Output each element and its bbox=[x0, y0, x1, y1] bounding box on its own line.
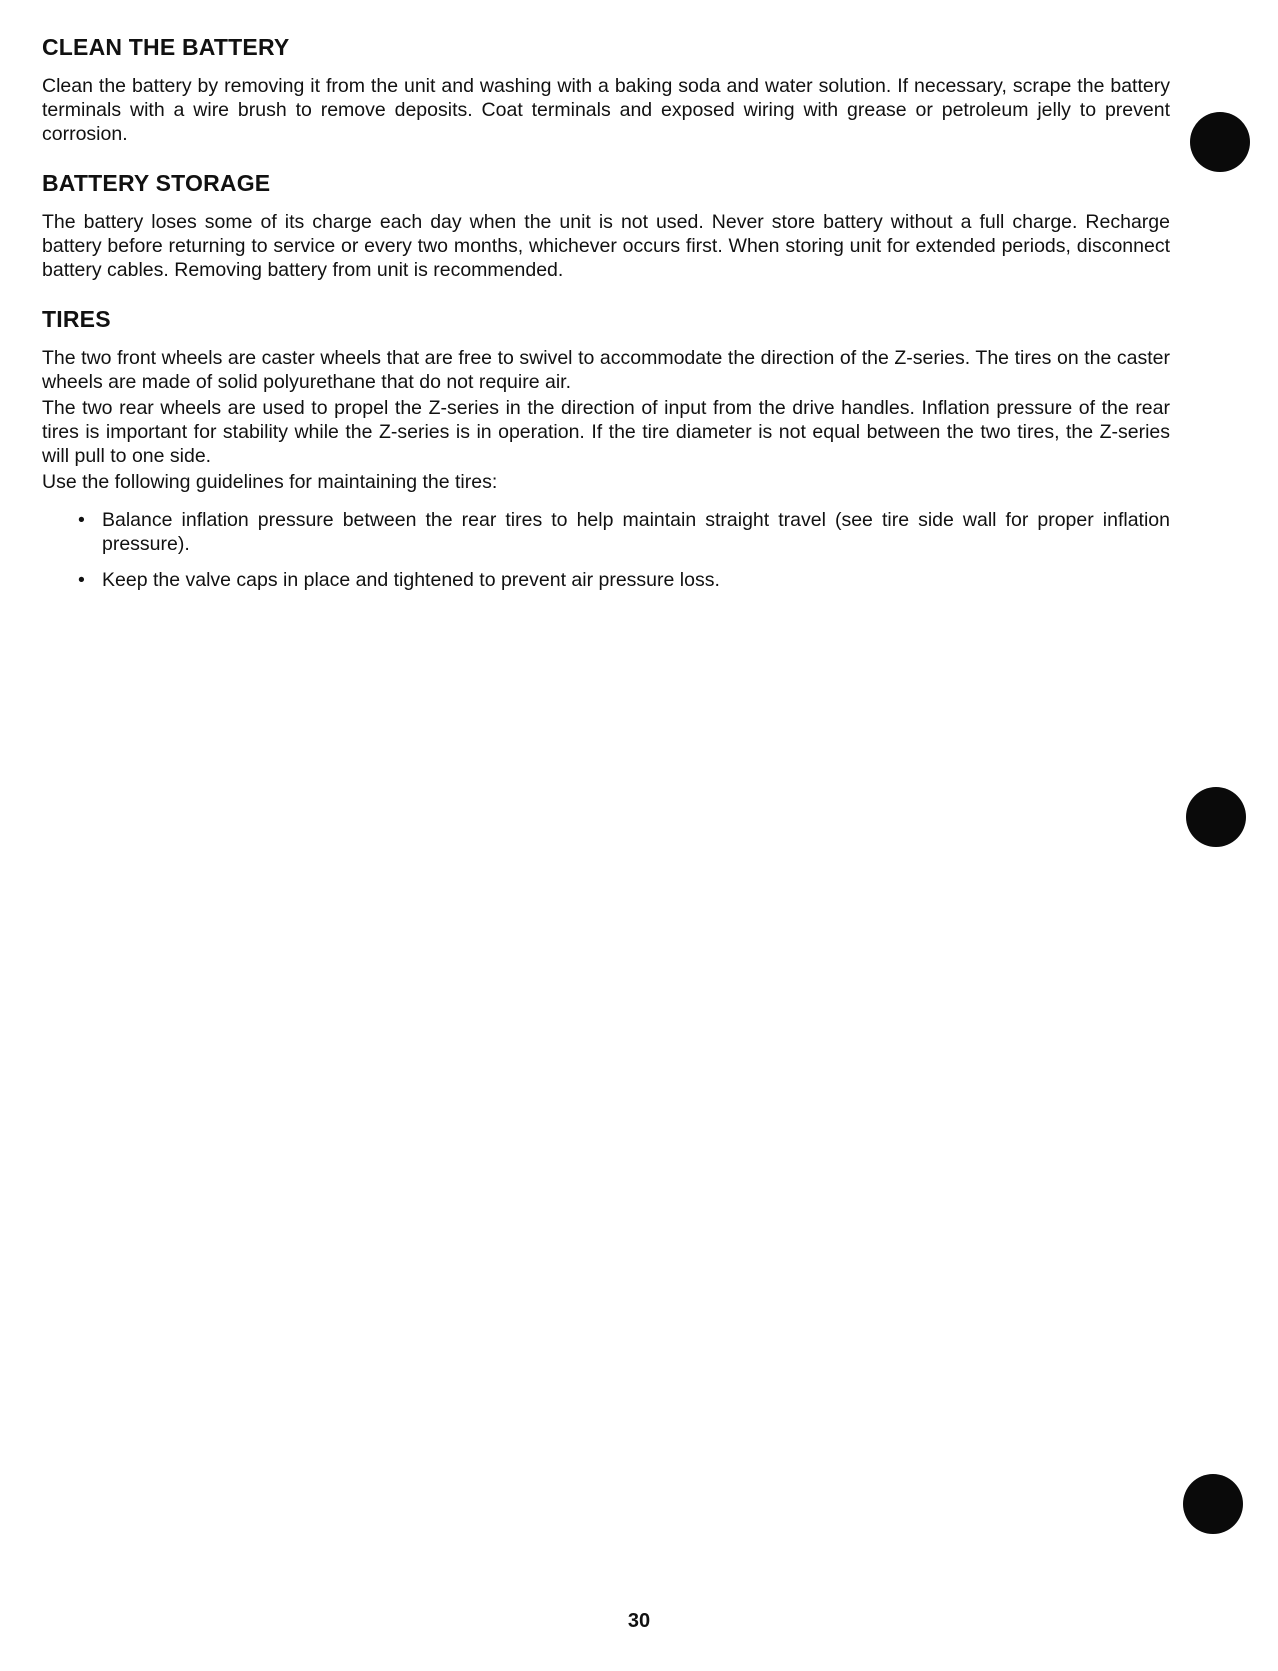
tire-guidelines-list bbox=[42, 508, 1170, 592]
paragraph: The two front wheels are caster wheels that are free to swivel to accommodate the direction of the Z-series. The tires on the caster wheels are made of solid polyurethane that do not require air. bbox=[42, 347, 1170, 393]
paragraph: The battery loses some of its charge each day when the unit is not used. Never store battery without a full charge. Recharge battery before returning to service or every two months, whichever occurs first. When storing unit for extended periods, disconnect battery cables. Removing battery from unit is recommended. bbox=[42, 211, 1170, 281]
paragraph: Clean the battery by removing it from the unit and washing with a baking soda and water solution. If necessary, scrape the battery terminals with a wire brush to remove deposits. Coat terminals and exposed wiring with grease or petroleum jelly to prevent corrosion. bbox=[42, 75, 1170, 145]
section-heading: TIRES bbox=[42, 306, 111, 332]
list-item-text: Keep the valve caps in place and tightened to prevent air pressure loss. bbox=[102, 569, 720, 591]
page-number: 30 bbox=[627, 1610, 651, 1632]
paragraph: The two rear wheels are used to propel the Z-series in the direction of input from the drive handles. Inflation pressure of the rear tires is important for stability while the Z-series is in operation. If the tire diameter is not equal between the two tires, the Z-series will pull to one side. bbox=[42, 397, 1170, 467]
list-item bbox=[42, 568, 1170, 592]
section-tires bbox=[42, 304, 1170, 592]
list-item-text: Balance inflation pressure between the rear tires to help maintain straight travel (see tire side wall for proper inflation pressure). bbox=[102, 509, 1170, 555]
section-heading: BATTERY STORAGE bbox=[42, 170, 271, 196]
section-battery-storage bbox=[42, 168, 1170, 282]
punch-hole-icon bbox=[1183, 1474, 1243, 1534]
page-content bbox=[42, 32, 1170, 614]
list-item bbox=[42, 508, 1170, 556]
section-clean-battery bbox=[42, 32, 1170, 146]
bullet-icon: • bbox=[78, 569, 85, 591]
section-heading: CLEAN THE BATTERY bbox=[42, 34, 290, 60]
punch-hole-icon bbox=[1186, 787, 1246, 847]
punch-hole-icon bbox=[1190, 112, 1250, 172]
paragraph: Use the following guidelines for maintaining the tires: bbox=[42, 471, 498, 493]
bullet-icon: • bbox=[78, 509, 85, 531]
